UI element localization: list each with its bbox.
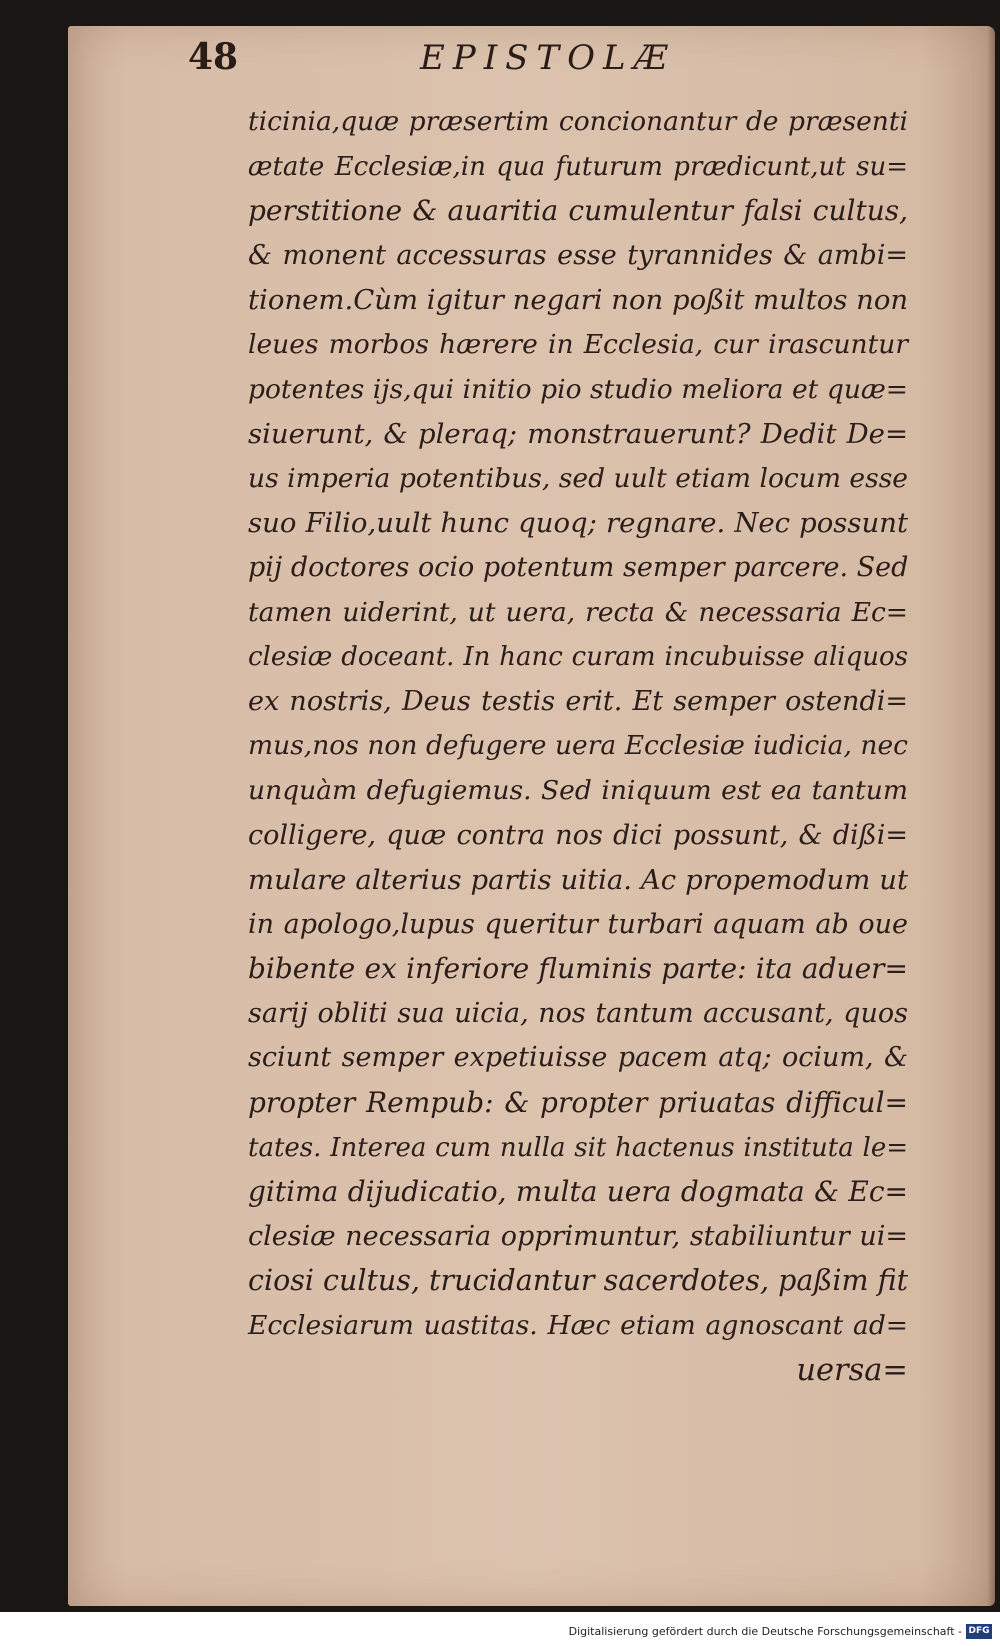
text-line: bibente ex inferiore fluminis parte: ita aduer= xyxy=(248,952,908,986)
text-line: unquàm defugiemus. Sed iniquum est ea tantum xyxy=(248,774,908,806)
text-line: mulare alterius partis uitia. Ac propemodum ut xyxy=(248,864,908,897)
text-line: ticinia,quæ præsertim concionantur de præsenti xyxy=(248,106,908,137)
text-line: in apologo,lupus queritur turbari aquam ab oue xyxy=(248,908,908,940)
text-line: ciosi cultus, trucidantur sacerdotes, paßim fit xyxy=(248,1264,909,1298)
running-head-title: EPISTOLÆ xyxy=(420,38,676,78)
text-line: potentes ijs,qui initio pio studio meliora et quæ= xyxy=(248,373,908,405)
text-line: clesiæ necessaria opprimuntur, stabiliuntur ui= xyxy=(248,1220,908,1252)
page-number: 48 xyxy=(188,36,239,78)
text-line: tates. Interea cum nulla sit hactenus instituta le= xyxy=(248,1132,908,1163)
text-line: tamen uiderint, ut uera, recta & necessaria Ec= xyxy=(248,596,908,628)
footer-bar xyxy=(0,1622,1000,1646)
text-line: tionem.Cùm igitur negari non poßit multos non xyxy=(248,284,909,317)
dfg-logo: DFG xyxy=(966,1624,992,1639)
text-line: ex nostris, Deus testis erit. Et semper ostendi= xyxy=(248,685,908,717)
text-line: propter Rempub: & propter priuatas difficul= xyxy=(248,1086,908,1120)
text-line: us imperia potentibus, sed uult etiam locum esse xyxy=(248,462,908,494)
text-line: Ecclesiarum uastitas. Hæc etiam agnoscant ad= xyxy=(248,1310,908,1342)
text-line: siuerunt, & pleraq; monstrauerunt? Dedit De= xyxy=(248,418,908,451)
text-line: uersa= xyxy=(796,1352,908,1388)
footer-credit: Digitalisierung gefördert durch die Deutsche Forschungsgemeinschaft - xyxy=(568,1625,962,1638)
text-line: colligere, quæ contra nos dici possunt, & dißi= xyxy=(248,819,908,851)
body-text xyxy=(248,100,908,1393)
text-line: clesiæ doceant. In hanc curam incubuisse aliquos xyxy=(248,642,908,673)
text-line: sciunt semper expetiuisse pacem atq; ocium, & xyxy=(248,1042,908,1074)
text-line: ætate Ecclesiæ,in qua futurum prædicunt,ut su= xyxy=(248,151,908,182)
text-line: mus,nos non defugere uera Ecclesiæ iudicia, nec xyxy=(248,730,908,762)
running-head xyxy=(188,36,688,82)
text-line: leues morbos hærere in Ecclesia, cur irascuntur xyxy=(248,328,908,360)
text-line: gitima dijudicatio, multa uera dogmata & Ec= xyxy=(248,1175,908,1209)
text-line: suo Filio,uult hunc quoq; regnare. Nec possunt xyxy=(248,507,908,540)
text-line: pij doctores ocio potentum semper parcere. Sed xyxy=(248,551,909,583)
text-line: & monent accessuras esse tyrannides & ambi= xyxy=(248,239,908,271)
text-line: sarij obliti sua uicia, nos tantum accusant, quos xyxy=(248,997,908,1029)
page-edge-shadow xyxy=(987,26,995,1606)
text-line: perstitione & auaritia cumulentur falsi cultus, xyxy=(248,194,908,228)
